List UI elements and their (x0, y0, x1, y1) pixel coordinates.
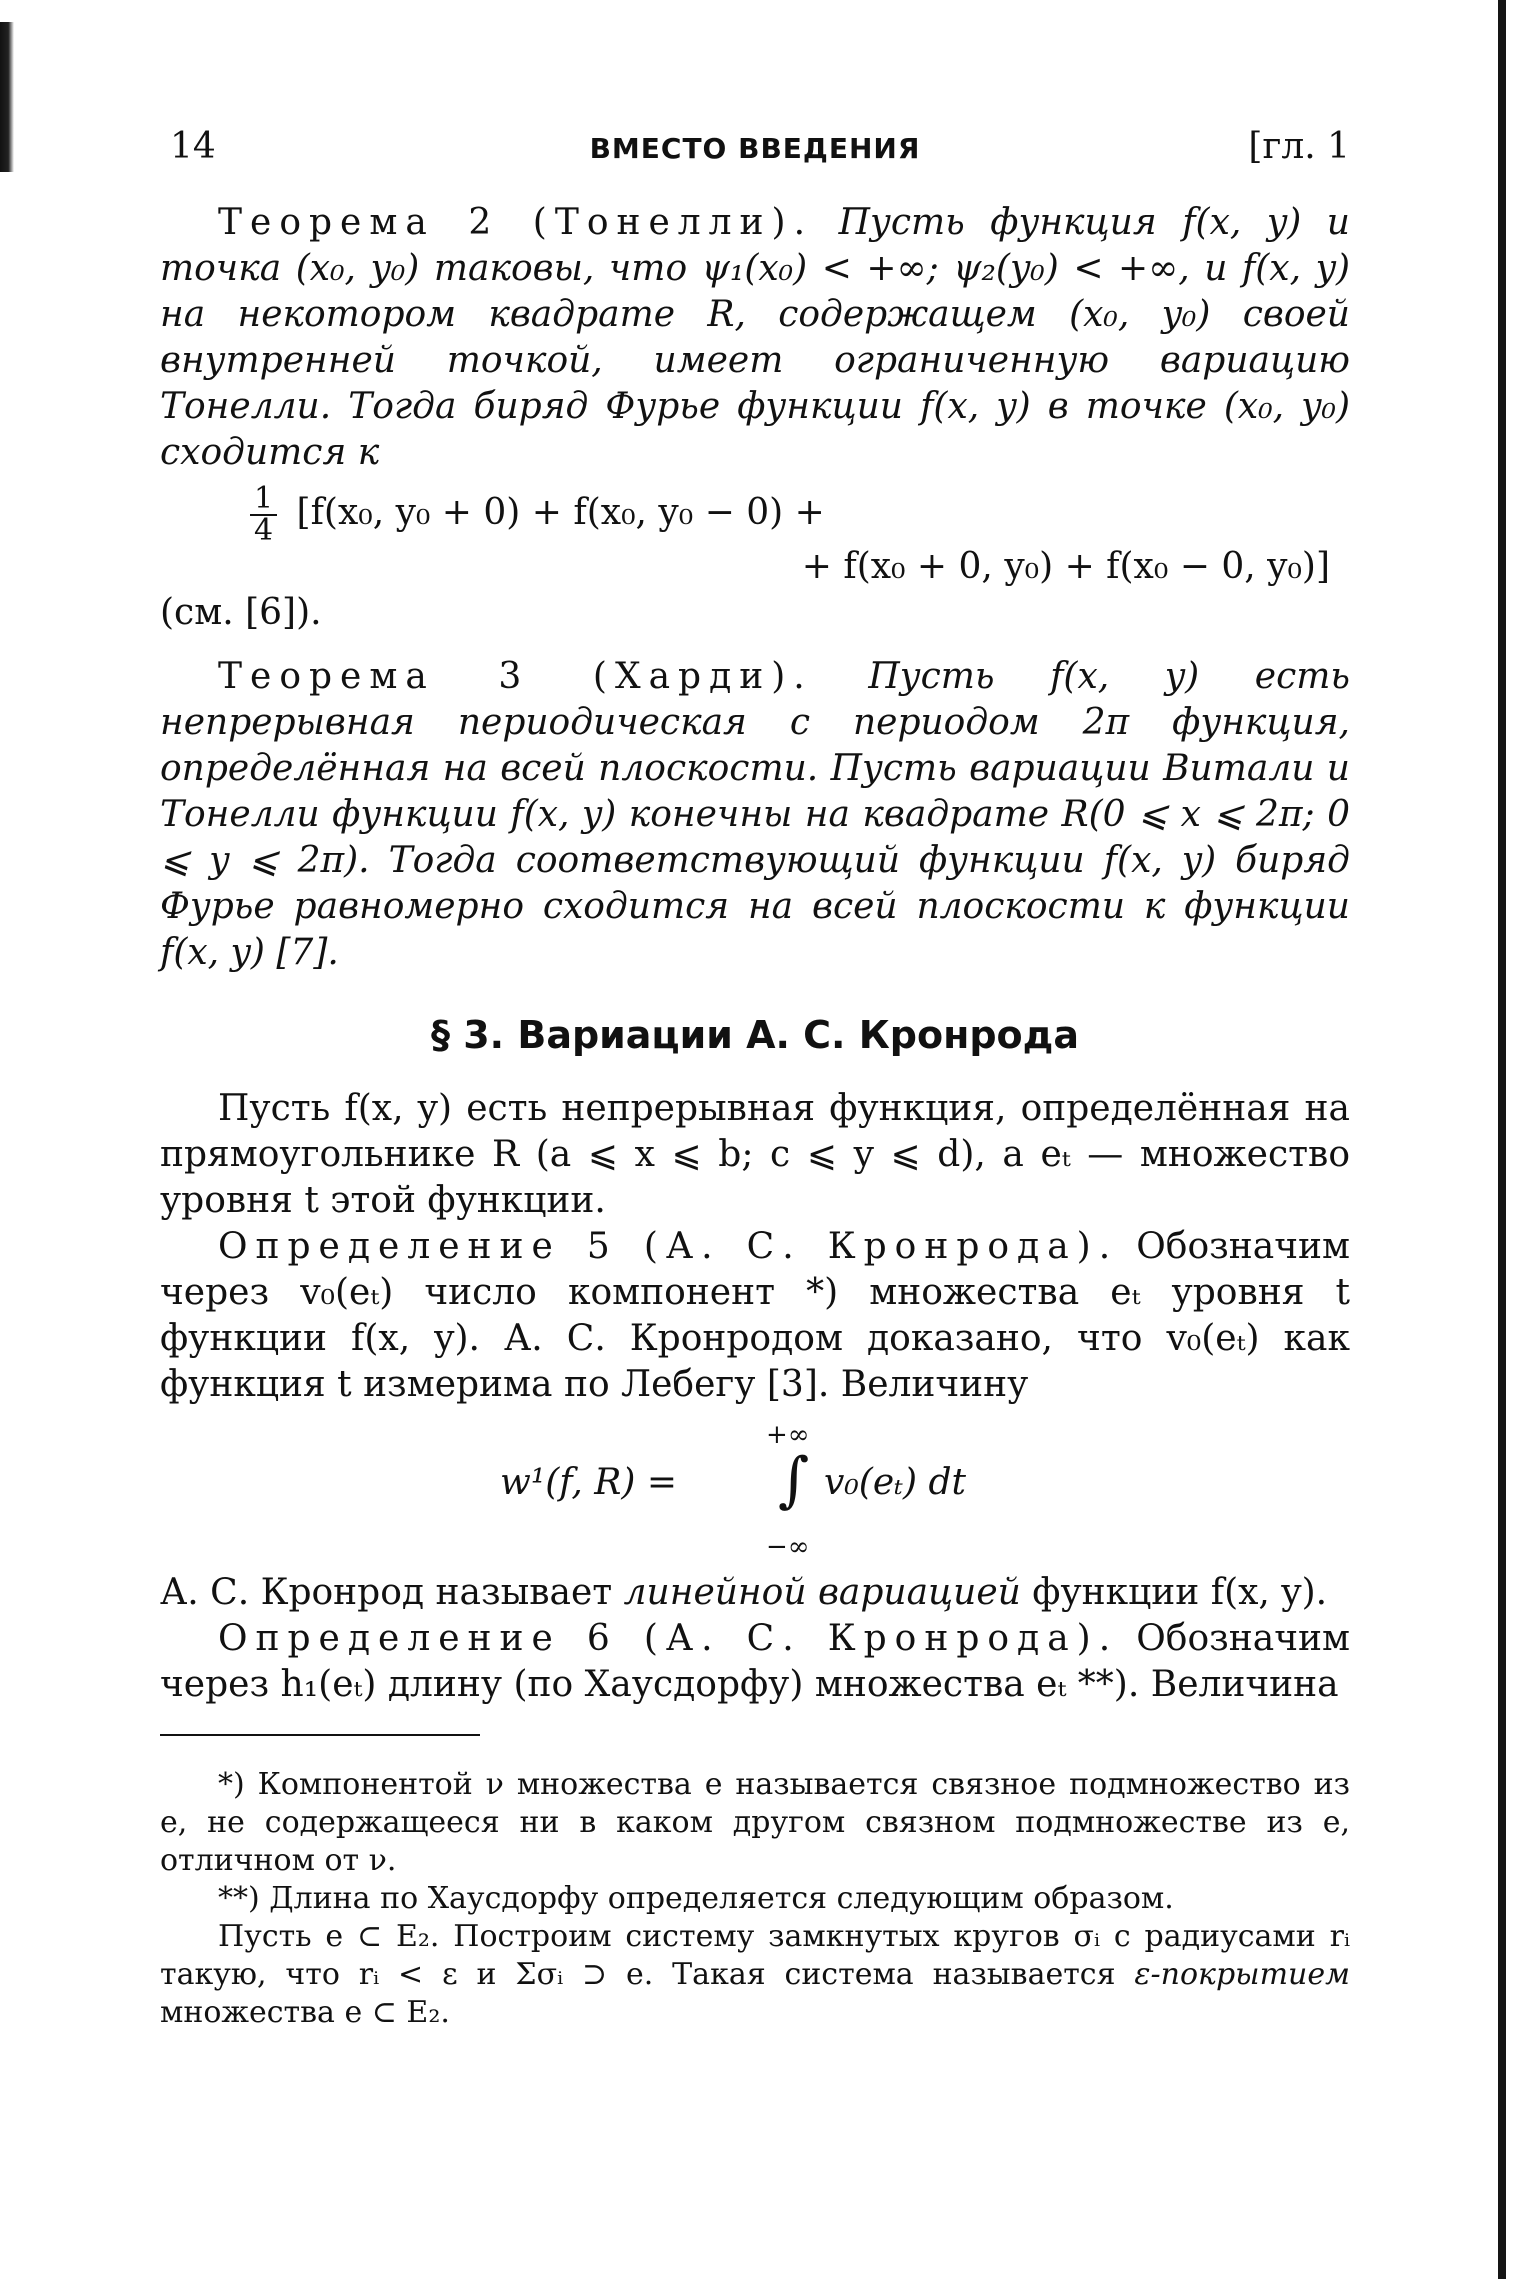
paragraph-linear-variation (160, 1570, 1350, 1616)
definition-6 (160, 1616, 1350, 1708)
fraction-numerator: 1 (250, 484, 277, 516)
formula-line-1-text: [f(x₀, y₀ + 0) + f(x₀, y₀ − 0) + (296, 492, 825, 533)
footnote-3-before: Пусть e ⊂ E₂. Построим систему замкнутых кругов σᵢ с радиусами rᵢ такую, что rᵢ < ε и Σσᵢ ⊃ e. Такая система называется (160, 1919, 1350, 1992)
book-page (160, 112, 1350, 2032)
footnote-3-term: ε-покрытием (1134, 1957, 1350, 1992)
footnote-2: **) Длина по Хаусдорфу определяется следующим образом. (218, 1881, 1174, 1916)
definition-5-body: Обозначим через v₀(eₜ) число компонент *) множества eₜ уровня t функции f(x, y). А. С. Кронродом доказано, что v₀(eₜ) как функция t измерима по Лебегу [3]. Величину (160, 1226, 1350, 1405)
integral-upper-limit: +∞ (766, 1420, 810, 1450)
formula-line-2: + f(x₀ + 0, y₀) + f(x₀ − 0, y₀)] (801, 546, 1330, 587)
definition-5-label: Определение 5 (А. С. Кронрода). (218, 1226, 1119, 1267)
definition-6-body: Обозначим через h₁(eₜ) длину (по Хаусдорфу) множества eₜ **). Величина (160, 1618, 1350, 1705)
integral-lhs: w¹(f, R) = (500, 1462, 677, 1503)
scan-edge-right (1498, 0, 1506, 2279)
theorem-3-label: Теорема 3 (Харди). (218, 656, 813, 697)
integral-sign: ∫ (778, 1445, 810, 1515)
footnote-rule (160, 1734, 480, 1736)
running-header (160, 112, 1350, 172)
linear-variation-before: А. С. Кронрод называет (160, 1572, 624, 1613)
theorem-3-body: Пусть f(x, y) есть непрерывная периодическая с периодом 2π функция, определённая на всей плоскости. Пусть вариации Витали и Тонелли функции f(x, y) конечны на квадрате R(0 ⩽ x ⩽ 2π; 0 ⩽ y ⩽ 2π). Тогда соответствующий функции f(x, y) биряд Фурье равномерно сходится на всей плоскости к функции f(x, y) [7]. (160, 656, 1350, 973)
footnote-3-after: множества e ⊂ E₂. (160, 1995, 450, 2030)
running-title: ВМЕСТО ВВЕДЕНИЯ (589, 132, 921, 165)
theorem-2 (160, 200, 1350, 476)
paragraph-level-set: Пусть f(x, y) есть непрерывная функция, определённая на прямоугольнике R (a ⩽ x ⩽ b; c ⩽ y ⩽ d), а eₜ — множество уровня t этой функции. (160, 1088, 1350, 1221)
footnote-1: *) Компонентой ν множества e называется связное подмножество из e, не содержащееся ни в каком другом связном подмножестве из e, отличном от ν. (160, 1767, 1350, 1878)
chapter-marker: [гл. 1 (1248, 126, 1350, 167)
integral-lower-limit: −∞ (766, 1532, 810, 1562)
footnote-3 (160, 1918, 1350, 2032)
page-number: 14 (170, 126, 216, 167)
theorem-2-body: Пусть функция f(x, y) и точка (x₀, y₀) таковы, что ψ₁(x₀) < +∞; ψ₂(y₀) < +∞, и f(x, y) на некотором квадрате R, содержащем (x₀, y₀) своей внутренней точкой, имеет ограниченную вариацию Тонелли. Тогда биряд Фурье функции f(x, y) в точке (x₀, y₀) сходится к (160, 202, 1350, 473)
section-heading: § 3. Вариации А. С. Кронрода (431, 1013, 1079, 1057)
integral-formula (160, 1412, 1350, 1562)
fraction-denominator: 4 (254, 513, 274, 548)
linear-variation-after: функции f(x, y). (1020, 1572, 1328, 1613)
definition-5 (160, 1224, 1350, 1408)
scan-edge-left (0, 22, 14, 172)
formula-reference: (см. [6]). (160, 592, 322, 633)
theorem-3 (160, 654, 1350, 976)
formula-limit (160, 481, 1350, 636)
integral-rhs: v₀(eₜ) dt (824, 1462, 966, 1503)
linear-variation-term: линейной вариацией (623, 1572, 1021, 1613)
formula-line-1 (160, 481, 1350, 548)
definition-6-label: Определение 6 (А. С. Кронрода). (218, 1618, 1119, 1659)
theorem-2-label: Теорема 2 (Тонелли). (218, 202, 814, 243)
fraction-one-quarter (250, 481, 277, 548)
